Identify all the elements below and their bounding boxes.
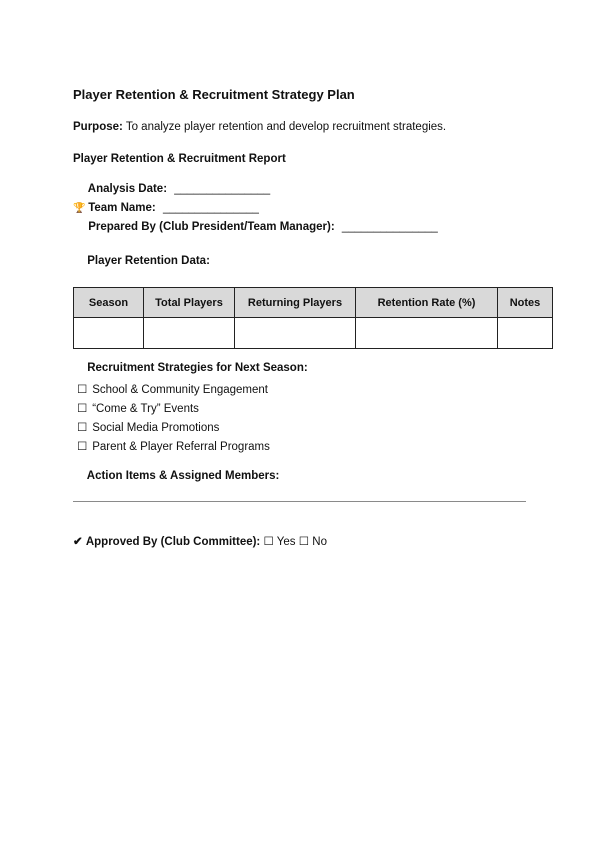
analysis-date-label: Analysis Date: [87, 183, 168, 195]
table-row [74, 318, 553, 349]
checklist-item[interactable] [77, 381, 270, 400]
team-name-blank[interactable]: _______________ [162, 202, 259, 214]
approval-label: Approved By (Club Committee): [85, 536, 261, 548]
purpose-label: Purpose: [73, 121, 123, 133]
header-notes: Notes [498, 288, 553, 318]
action-items-label: Action Items & Assigned Members: [86, 470, 280, 482]
checkmark-icon: ✔ [73, 536, 83, 548]
yes-checkbox[interactable]: ☐ [263, 536, 274, 548]
cell-notes[interactable] [498, 318, 553, 349]
purpose-text: To analyze player retention and develop recruitment strategies. [125, 121, 447, 133]
checklist-item-label: Social Media Promotions [92, 422, 220, 434]
action-items-line[interactable] [73, 501, 526, 502]
checklist-item-label: Parent & Player Referral Programs [92, 441, 270, 453]
recruitment-checklist [77, 381, 270, 457]
checklist-item-label: School & Community Engagement [92, 384, 268, 396]
cell-total-players[interactable] [144, 318, 235, 349]
report-heading: Player Retention & Recruitment Report [73, 153, 286, 165]
document-title: Player Retention & Recruitment Strategy Plan [73, 87, 355, 102]
checklist-item[interactable] [77, 400, 270, 419]
prepared-by-blank[interactable]: _______________ [341, 221, 438, 233]
prepared-by-label: Prepared By (Club President/Team Manager): [88, 221, 335, 233]
header-returning-players: Returning Players [235, 288, 356, 318]
header-total-players: Total Players [144, 288, 235, 318]
action-items-heading [73, 470, 279, 482]
recruitment-label: Recruitment Strategies for Next Season: [87, 362, 308, 374]
table-header-row [74, 288, 553, 318]
yes-label: Yes [276, 536, 296, 548]
header-retention-rate: Retention Rate (%) [356, 288, 498, 318]
no-checkbox[interactable]: ☐ [298, 536, 310, 548]
team-name-field [73, 202, 259, 214]
cell-returning-players[interactable] [235, 318, 356, 349]
approval-line [73, 534, 327, 548]
retention-data-label: Player Retention Data: [87, 255, 210, 267]
team-name-label: Team Name: [88, 202, 156, 214]
trophy-icon: 🏆 [73, 203, 86, 214]
retention-data-heading [73, 255, 210, 267]
cell-retention-rate[interactable] [356, 318, 498, 349]
purpose-line [73, 121, 446, 133]
retention-table [73, 287, 553, 349]
checklist-item-label: “Come & Try” Events [92, 403, 199, 415]
prepared-by-field [73, 221, 438, 233]
no-label: No [312, 536, 327, 548]
checklist-item[interactable] [77, 438, 270, 457]
checkbox-icon[interactable]: ☐ [77, 422, 88, 434]
checklist-item[interactable] [77, 419, 270, 438]
checkbox-icon[interactable]: ☐ [77, 384, 88, 396]
checkbox-icon[interactable]: ☐ [77, 441, 88, 453]
analysis-date-field [73, 183, 270, 195]
cell-season[interactable] [74, 318, 144, 349]
header-season: Season [74, 288, 144, 318]
recruitment-heading [73, 362, 308, 374]
checkbox-icon[interactable]: ☐ [77, 403, 88, 415]
analysis-date-blank[interactable]: _______________ [174, 183, 271, 195]
